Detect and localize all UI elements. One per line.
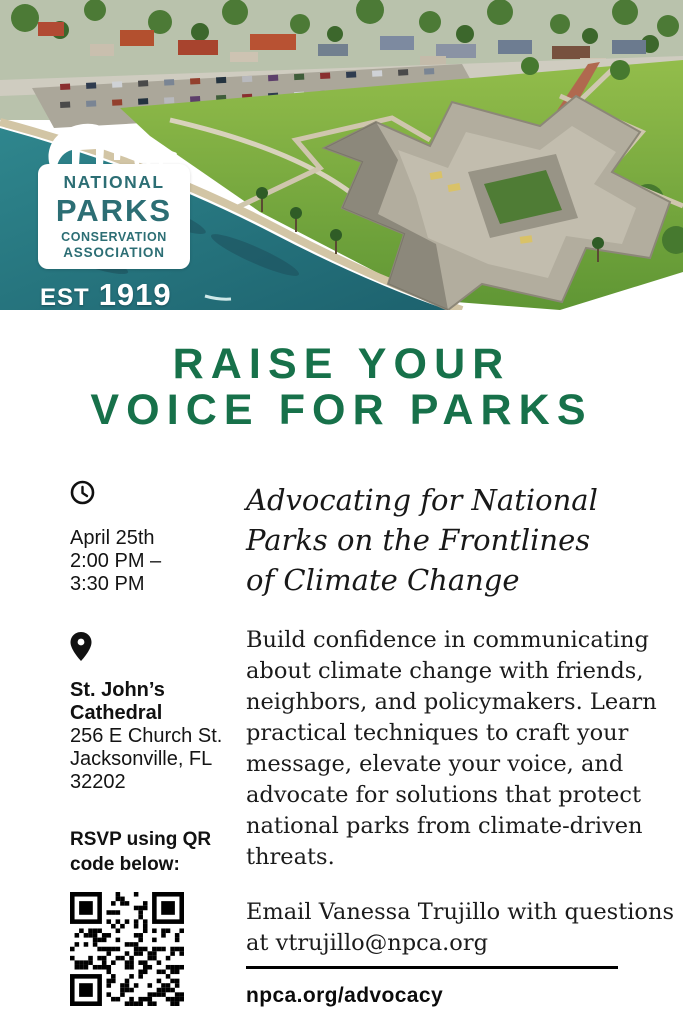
rsvp-label: RSVP using QR code below: [70, 828, 212, 875]
page-title-line1: RAISE YOUR [172, 340, 511, 388]
hero-photo [0, 0, 683, 310]
contact-info: Email Vanessa Trujillo with questions at vtrujillo@npca.org [246, 898, 675, 956]
logo-text: ASSOCIATION [63, 245, 165, 260]
logo-est-line [40, 277, 190, 311]
event-end-time: 3:30 PM [70, 572, 145, 595]
divider-line [246, 966, 618, 969]
page-title [0, 341, 683, 434]
logo-text: NATIONAL [63, 172, 165, 192]
session-description: Build confidence in communicating about climate change with friends, neighbors, and policymakers. Learn practical techniques to craft your message, elevate your voice, and advocate for solutions that protect national parks from climate-driven threats. [246, 626, 657, 870]
event-start-time: 2:00 PM – [70, 549, 162, 572]
bear-and-cub-icon [44, 118, 184, 170]
venue-address: 256 E Church St. Jacksonville, FL 32202 [70, 724, 223, 793]
est-year: 1919 [98, 276, 172, 310]
logo-text: PARKS [55, 192, 173, 228]
npca-logo-card [38, 164, 190, 269]
rsvp-qr-code [70, 892, 184, 1006]
est-label: EST [40, 284, 90, 311]
venue-name: St. John’s Cathedral [70, 678, 165, 724]
event-info-column [70, 480, 242, 1011]
website-url: npca.org/advocacy [246, 983, 444, 1007]
location-pin-icon [70, 632, 92, 661]
session-title: Advocating for National Parks on the Frontlines of Climate Change [246, 482, 598, 597]
event-datetime [70, 527, 242, 596]
content [0, 434, 683, 1011]
npca-logo [38, 118, 190, 310]
page-title-line2: VOICE FOR PARKS [90, 386, 593, 435]
event-date: April 25th [70, 526, 155, 549]
logo-text: CONSERVATION [61, 229, 167, 244]
session-details-column [242, 480, 674, 1011]
clock-icon [70, 480, 95, 505]
